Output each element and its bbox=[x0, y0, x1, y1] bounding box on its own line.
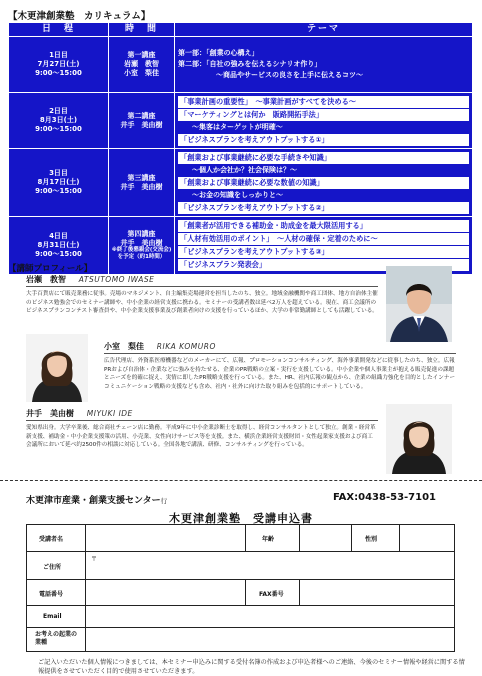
name-field[interactable] bbox=[87, 526, 243, 550]
fax-field[interactable] bbox=[301, 581, 453, 604]
lecturer-name: 井手 美由樹 bbox=[120, 182, 163, 191]
lecturer-roman-name: ATSUTOMO IWASE bbox=[78, 275, 155, 284]
address-label: ご住所 bbox=[43, 564, 62, 571]
session-date-cell bbox=[9, 37, 109, 93]
table-header-row bbox=[9, 23, 473, 37]
theme-line: ～お金の知識をしっかりと～ bbox=[192, 190, 283, 199]
business-type-field[interactable] bbox=[87, 629, 453, 650]
lecturer-profile-name bbox=[26, 408, 133, 419]
session-lecture-cell bbox=[109, 217, 175, 275]
age-field[interactable] bbox=[301, 526, 349, 550]
table-row bbox=[9, 93, 473, 149]
lecturer-photo bbox=[386, 266, 452, 342]
lecturer-roman-name: RIKA KOMURO bbox=[156, 342, 216, 351]
theme-line: 「ビジネスプランを考えアウトプットする③」 bbox=[178, 246, 469, 258]
divider bbox=[27, 551, 454, 552]
lecture-name: 第二講座 bbox=[127, 111, 156, 120]
session-day: 4日目 bbox=[49, 232, 68, 241]
theme-line: 「ビジネスプラン発表会」 bbox=[178, 259, 469, 271]
age-label: 年齢 bbox=[262, 536, 275, 543]
table-row bbox=[9, 149, 473, 217]
session-lecture-cell bbox=[109, 37, 175, 93]
theme-line: 「人材有効活用のポイント」 ～人材の確保・定着のために～ bbox=[178, 233, 469, 245]
session-date-cell bbox=[9, 149, 109, 217]
session-theme-cell bbox=[175, 37, 473, 93]
lecturer-name: 小室 梨佳 bbox=[124, 68, 159, 77]
session-date: 8月3日(土) bbox=[39, 116, 78, 125]
phone-label: 電話番号 bbox=[39, 591, 64, 598]
divider bbox=[399, 525, 400, 551]
destination-suffix: 行 bbox=[160, 497, 168, 505]
gender-field[interactable] bbox=[401, 526, 453, 550]
fax-label: FAX番号 bbox=[259, 591, 284, 598]
theme-line: 「ビジネスプランを考えアウトプットする①」 bbox=[178, 134, 469, 146]
column-header-date: 日 程 bbox=[9, 23, 109, 37]
address-field[interactable] bbox=[87, 553, 453, 578]
lecture-name: 第三講座 bbox=[127, 173, 156, 182]
session-theme-cell bbox=[175, 93, 473, 149]
theme-line: 「創業および事業継続に必要な手続きや知識」 bbox=[178, 152, 469, 164]
session-time: 9:00～15:00 bbox=[35, 68, 82, 77]
divider bbox=[104, 353, 456, 354]
theme-line: 第二部：「自社の強みを伝えるシナリオ作り」 bbox=[178, 60, 322, 68]
theme-line: 「創業者が活用できる補助金・助成金を最大限活用する」 bbox=[178, 220, 469, 232]
postal-mark: 〒 bbox=[91, 556, 98, 563]
column-header-time: 時 間 bbox=[109, 23, 175, 37]
lecturer-name: 井手 美由樹 bbox=[120, 120, 163, 129]
lecture-name: 第一講座 bbox=[127, 51, 156, 60]
table-row bbox=[9, 37, 473, 93]
form-title: 木更津創業塾 受講申込書 bbox=[169, 512, 313, 525]
theme-line: 「事業計画の重要性」 ～事業計画がすべてを決める～ bbox=[178, 96, 469, 108]
application-form-table bbox=[26, 524, 455, 652]
social-gathering-note: ※終了後懇親会(交流会)を予定（約1時間） bbox=[111, 247, 172, 261]
privacy-note: ご記入いただいた個人情報につきましては、本セミナー申込みに関する受付名簿の作成および申込者様へのご連絡、今後のセミナー情報や経営に関する情報提供をさせていただく目的で使用させていただきます。 bbox=[38, 659, 465, 675]
lecturer-name: 小室 梨佳 bbox=[104, 342, 144, 351]
session-date-cell bbox=[9, 93, 109, 149]
lecturer-photo bbox=[386, 404, 452, 474]
form-destination bbox=[26, 493, 167, 506]
theme-line: ～集客はターゲットが明確～ bbox=[192, 122, 283, 131]
theme-line: ～個人か会社か？社会保険は？～ bbox=[192, 165, 297, 174]
lecturer-profile-name bbox=[26, 274, 154, 285]
column-header-theme: テーマ bbox=[175, 23, 473, 37]
destination-name: 木更津市産業・創業支援センター bbox=[26, 496, 161, 506]
divider bbox=[245, 525, 246, 551]
lecturer-bio: 愛知県出身。大学卒業後、総合商社チェーン店に勤務。平成9年に中小企業診断士を取得し、経営コンサルタントとして独立。創業・経営革新支援、補助金・中小企業支援策の活用、小売業、女性向けサービス等を支援。また、横浜企業経営支援財団・女性起業家支援および商工会議所において延べ約2500件の相談に対応している。全国各地で講演、研修、コンサルティングを行っている。 bbox=[26, 425, 376, 448]
lecturer-roman-name: MIYUKI IDE bbox=[86, 409, 133, 418]
session-lecture-cell bbox=[109, 149, 175, 217]
session-theme-cell bbox=[175, 149, 473, 217]
theme-line: ～商品やサービスの良さを上手に伝えるコツ～ bbox=[216, 71, 363, 79]
divider bbox=[26, 420, 378, 421]
lecturer-bio: 大手百貨店にて販売業務に従事。売場のマネジメント、自主編集売場運営を担当したのち、独立。地域金融機関や商工団体、地方自治体主催のビジネス勉強会でのセミナー講師や、中小企業の経営支援に携わる。セミナーの受講者数は延べ2万人を超えている。現在、商工会議所のビジネスプランコンテスト審査員や、中小企業支援事業及び創業者向けの支援を行っているほか、大学の非常勤講師としても活躍している。 bbox=[26, 291, 378, 314]
theme-line: 「創業および事業継続に必要な数値の知識」 bbox=[178, 177, 469, 189]
lecturer-name: 岩瀬 教智 bbox=[124, 60, 159, 69]
session-lecture-cell bbox=[109, 93, 175, 149]
session-date: 8月17日(土) bbox=[37, 178, 80, 187]
theme-line: 「マーケティングとは何か 販路開拓手法」 bbox=[178, 109, 469, 121]
divider bbox=[26, 286, 378, 287]
lecturer-name: 井手 美由樹 bbox=[120, 238, 163, 247]
divider bbox=[299, 525, 300, 551]
lecture-name: 第四講座 bbox=[127, 229, 156, 238]
session-time: 9:00～15:00 bbox=[35, 249, 82, 258]
divider bbox=[27, 605, 454, 606]
divider bbox=[245, 579, 246, 605]
session-day: 2日目 bbox=[49, 107, 68, 116]
divider bbox=[27, 579, 454, 580]
curriculum-heading: 【木更津創業塾 カリキュラム】 bbox=[8, 11, 151, 22]
session-time: 9:00～15:00 bbox=[35, 186, 82, 195]
session-date: 8月31日(土) bbox=[37, 241, 80, 250]
fax-number: FAX:0438-53-7101 bbox=[333, 492, 437, 503]
session-day: 1日目 bbox=[49, 51, 68, 60]
theme-line: 第一部：「創業の心構え」 bbox=[178, 49, 259, 57]
lecturer-bio: 広告代理店、外資系医療機器などのメーカーにて、広報、プロモーションコンサルティング、海外事業開発などに従事したのち、独立。広報PRおよび自治体・企業などに強みを持たせる、企業のPR戦略の立案・実行を支援している。中小企業や個人事業主が抱える販売促進の課題とニーズを的確に捉え、実情に即したPR戦略支援を行っている。また、HR、社内広報の観点から、企業の組織力強化を目的としたインナーコミュニケーション戦略の支援なども含め、社内・社外に向けた取り組みを包括的にサポートしている。 bbox=[104, 358, 456, 390]
curriculum-table bbox=[8, 22, 473, 275]
profile-heading: 【講師プロフィール】 bbox=[8, 264, 93, 274]
email-label: Email bbox=[43, 613, 62, 620]
divider bbox=[27, 627, 454, 628]
session-time: 9:00～15:00 bbox=[35, 124, 82, 133]
theme-line: 「ビジネスプランを考えアウトプットする②」 bbox=[178, 202, 469, 214]
lecturer-name: 井手 美由樹 bbox=[26, 409, 74, 418]
divider bbox=[85, 525, 86, 651]
business-type-label: お考えの起業の業種 bbox=[35, 631, 78, 646]
lecturer-name: 岩瀬 教智 bbox=[26, 275, 66, 284]
name-label: 受講者名 bbox=[39, 536, 64, 543]
phone-field[interactable] bbox=[87, 581, 243, 604]
session-day: 3日目 bbox=[49, 169, 68, 178]
divider bbox=[351, 525, 352, 551]
lecturer-photo bbox=[26, 334, 88, 402]
divider bbox=[299, 579, 300, 605]
lecturer-profile-name bbox=[104, 341, 216, 352]
session-date: 7月27日(土) bbox=[37, 60, 80, 69]
cut-line bbox=[0, 480, 482, 481]
email-field[interactable] bbox=[87, 607, 453, 626]
gender-label: 性別 bbox=[365, 536, 378, 543]
